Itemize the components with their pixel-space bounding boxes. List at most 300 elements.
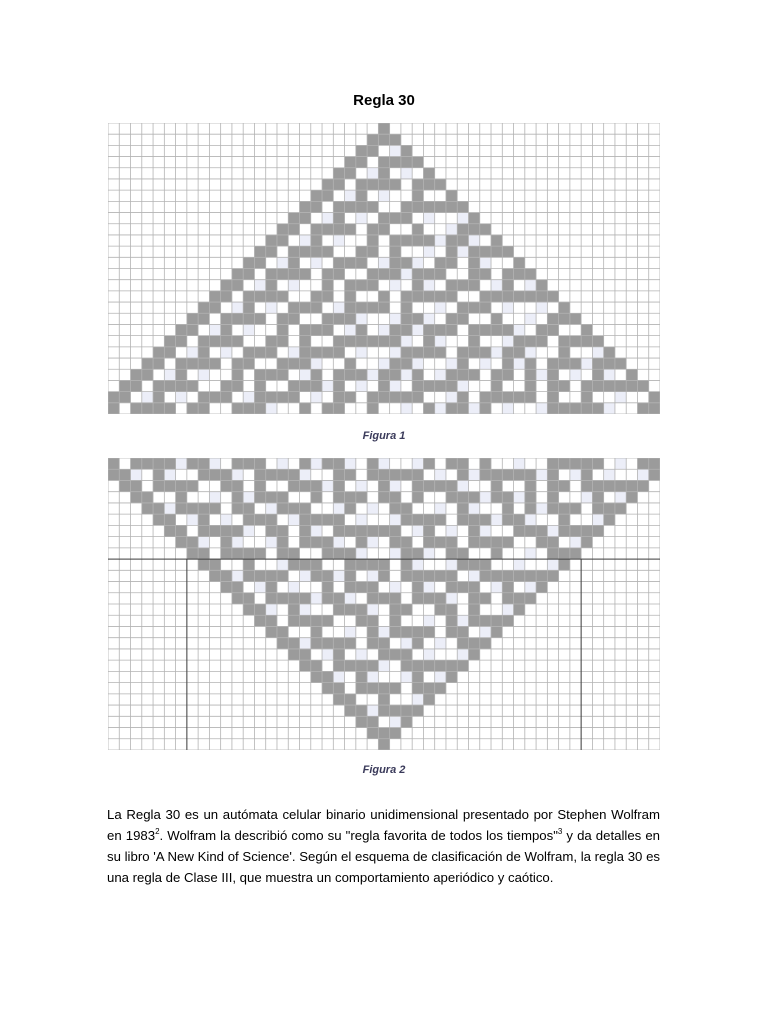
figure-2-cell: [221, 514, 232, 525]
figure-1-cell: [547, 380, 558, 391]
figure-1-cell: [378, 134, 389, 145]
figure-2-cell: [446, 492, 457, 503]
figure-1-cell: [232, 369, 243, 380]
figure-1-cell: [356, 190, 367, 201]
figure-2-cell: [311, 705, 322, 716]
figure-1-cell: [187, 291, 198, 302]
figure-1-cell: [266, 190, 277, 201]
figure-2-cell: [367, 548, 378, 559]
figure-1-cell: [491, 224, 502, 235]
figure-1-cell: [604, 313, 615, 324]
figure-2-cell: [311, 537, 322, 548]
figure-1-cell: [412, 213, 423, 224]
figure-2-cell: [412, 615, 423, 626]
figure-2-cell: [131, 548, 142, 559]
figure-2-cell: [468, 537, 479, 548]
figure-2-cell: [164, 582, 175, 593]
figure-2-cell: [401, 582, 412, 593]
figure-1-cell: [198, 145, 209, 156]
figure-1-cell: [142, 168, 153, 179]
figure-2-cell: [221, 458, 232, 469]
figure-1-cell: [559, 313, 570, 324]
figure-2-cell: [604, 683, 615, 694]
figure-1-cell: [266, 369, 277, 380]
figure-1-cell: [311, 224, 322, 235]
figure-1-cell: [209, 336, 220, 347]
figure-2-cell: [581, 615, 592, 626]
figure-1-cell: [480, 224, 491, 235]
figure-2-cell: [547, 694, 558, 705]
figure-1-cell: [626, 224, 637, 235]
figure-2-cell: [604, 705, 615, 716]
figure-2-cell: [435, 537, 446, 548]
figure-2-cell: [254, 458, 265, 469]
figure-2-cell: [378, 582, 389, 593]
figure-1-cell: [187, 358, 198, 369]
figure-1-cell: [322, 336, 333, 347]
figure-2-cell: [637, 503, 648, 514]
figure-1-cell: [547, 347, 558, 358]
figure-1-cell: [525, 336, 536, 347]
figure-1-cell: [176, 257, 187, 268]
figure-1-cell: [198, 358, 209, 369]
figure-2-cell: [108, 514, 119, 525]
figure-1-cell: [626, 302, 637, 313]
figure-1-cell: [232, 392, 243, 403]
figure-2-cell: [198, 514, 209, 525]
figure-2-cell: [435, 604, 446, 615]
figure-1-cell: [311, 269, 322, 280]
figure-1-cell: [401, 280, 412, 291]
figure-1-cell: [322, 269, 333, 280]
figure-2-cell: [367, 671, 378, 682]
figure-1-cell: [457, 324, 468, 335]
figure-2-cell: [649, 671, 660, 682]
figure-2-cell: [333, 458, 344, 469]
figure-1-cell: [615, 213, 626, 224]
figure-2-cell: [209, 638, 220, 649]
figure-1-cell: [525, 392, 536, 403]
figure-2-cell: [649, 593, 660, 604]
figure-1-cell: [164, 134, 175, 145]
figure-2-cell: [311, 716, 322, 727]
figure-2-cell: [468, 570, 479, 581]
figure-1-cell: [559, 179, 570, 190]
figure-2-cell: [288, 503, 299, 514]
figure-2-cell: [187, 469, 198, 480]
figure-2-cell: [288, 671, 299, 682]
figure-1-cell: [131, 190, 142, 201]
figure-1-cell: [311, 168, 322, 179]
figure-2-cell: [536, 626, 547, 637]
figure-2-cell: [592, 593, 603, 604]
figure-1-cell: [378, 280, 389, 291]
figure-2-cell: [198, 469, 209, 480]
figure-1-cell: [412, 369, 423, 380]
figure-1-cell: [221, 123, 232, 134]
figure-1-cell: [254, 369, 265, 380]
figure-2-cell: [446, 503, 457, 514]
figure-2-cell: [243, 615, 254, 626]
figure-2-cell: [390, 671, 401, 682]
figure-2-cell: [559, 514, 570, 525]
figure-1-cell: [142, 235, 153, 246]
figure-2-cell: [198, 694, 209, 705]
figure-1-cell: [266, 157, 277, 168]
figure-1-cell: [446, 157, 457, 168]
figure-1-cell: [435, 347, 446, 358]
figure-1-cell: [254, 145, 265, 156]
figure-2-cell: [514, 593, 525, 604]
figure-1-cell: [300, 313, 311, 324]
figure-2-cell: [570, 503, 581, 514]
figure-1-cell: [559, 235, 570, 246]
figure-1-cell: [198, 224, 209, 235]
figure-1-cell: [119, 257, 130, 268]
figure-1-cell: [277, 257, 288, 268]
figure-1-cell: [581, 313, 592, 324]
figure-2-cell: [604, 548, 615, 559]
figure-2-cell: [108, 728, 119, 739]
figure-2-cell: [423, 728, 434, 739]
figure-1-cell: [209, 134, 220, 145]
figure-2-cell: [412, 492, 423, 503]
figure-2-cell: [480, 660, 491, 671]
figure-1-cell: [423, 269, 434, 280]
figure-2-cell: [559, 458, 570, 469]
figure-2-cell: [108, 548, 119, 559]
footnote-ref-3[interactable]: 3: [557, 827, 563, 837]
figure-1-cell: [187, 257, 198, 268]
figure-2-cell: [570, 615, 581, 626]
figure-2-cell: [378, 671, 389, 682]
figure-2-cell: [423, 514, 434, 525]
figure-2-cell: [604, 660, 615, 671]
figure-1-cell: [142, 246, 153, 257]
figure-2-cell: [311, 458, 322, 469]
figure-1-cell: [570, 336, 581, 347]
figure-1-cell: [536, 347, 547, 358]
figure-2-cell: [412, 503, 423, 514]
figure-2-cell: [615, 615, 626, 626]
figure-1-cell: [412, 179, 423, 190]
figure-1-cell: [468, 403, 479, 414]
figure-1-cell: [300, 224, 311, 235]
figure-2-cell: [176, 570, 187, 581]
figure-2-cell: [176, 480, 187, 491]
figure-2-cell: [209, 503, 220, 514]
figure-1-cell: [311, 246, 322, 257]
figure-2-cell: [446, 649, 457, 660]
figure-1-cell: [604, 123, 615, 134]
figure-1-cell: [604, 157, 615, 168]
figure-1-cell: [570, 190, 581, 201]
figure-1-cell: [390, 134, 401, 145]
figure-2-cell: [401, 683, 412, 694]
figure-2-cell: [514, 716, 525, 727]
figure-2-cell: [581, 514, 592, 525]
figure-2-cell: [446, 593, 457, 604]
figure-1-cell: [209, 201, 220, 212]
figure-2-cell: [491, 604, 502, 615]
figure-1-cell: [592, 280, 603, 291]
figure-1-cell: [322, 380, 333, 391]
figure-1-cell: [378, 403, 389, 414]
figure-1-cell: [254, 392, 265, 403]
figure-1-cell: [649, 403, 660, 414]
figure-1-cell: [457, 380, 468, 391]
figure-1-cell: [254, 224, 265, 235]
figure-2-cell: [412, 728, 423, 739]
figure-2-cell: [547, 525, 558, 536]
figure-2-cell: [525, 480, 536, 491]
figure-2-cell: [153, 694, 164, 705]
figure-2-cell: [604, 671, 615, 682]
figure-2-cell: [581, 626, 592, 637]
figure-1-cell: [142, 280, 153, 291]
figure-2-cell: [277, 559, 288, 570]
figure-1-cell: [176, 145, 187, 156]
figure-2-cell: [277, 705, 288, 716]
figure-2-cell: [345, 604, 356, 615]
figure-1-cell: [209, 179, 220, 190]
figure-1-cell: [468, 280, 479, 291]
figure-1-cell: [277, 168, 288, 179]
figure-2-cell: [626, 694, 637, 705]
figure-1-cell: [570, 392, 581, 403]
figure-1-cell: [300, 324, 311, 335]
figure-2-cell: [322, 638, 333, 649]
figure-2-cell: [254, 582, 265, 593]
figure-2-cell: [243, 525, 254, 536]
figure-2-cell: [604, 525, 615, 536]
figure-2-cell: [435, 480, 446, 491]
figure-1-cell: [311, 257, 322, 268]
figure-2-cell: [232, 458, 243, 469]
figure-1-cell: [232, 224, 243, 235]
figure-1-cell: [468, 313, 479, 324]
figure-2-cell: [468, 604, 479, 615]
figure-2-cell: [221, 728, 232, 739]
figure-1-cell: [446, 380, 457, 391]
figure-2-cell: [142, 480, 153, 491]
figure-2-cell: [198, 559, 209, 570]
figure-2-cell: [209, 514, 220, 525]
figure-2-cell: [108, 458, 119, 469]
figure-2-cell: [254, 548, 265, 559]
figure-1-cell: [378, 235, 389, 246]
figure-1-cell: [581, 358, 592, 369]
figure-1-cell: [536, 280, 547, 291]
figure-2-cell: [412, 649, 423, 660]
figure-1-cell: [254, 179, 265, 190]
figure-2-cell: [356, 458, 367, 469]
figure-2-cell: [300, 694, 311, 705]
figure-1-cell: [502, 280, 513, 291]
figure-1-cell: [592, 213, 603, 224]
figure-2-cell: [480, 469, 491, 480]
figure-2-cell: [142, 458, 153, 469]
figure-1-cell: [457, 190, 468, 201]
figure-2-cell: [649, 660, 660, 671]
figure-1-cell: [502, 302, 513, 313]
figure-1-cell: [604, 257, 615, 268]
figure-2-cell: [243, 716, 254, 727]
figure-1-cell: [570, 347, 581, 358]
figure-1-cell: [266, 380, 277, 391]
figure-2-cell: [277, 514, 288, 525]
figure-2-cell: [390, 469, 401, 480]
figure-2-cell: [108, 615, 119, 626]
figure-2-cell: [502, 694, 513, 705]
figure-2-cell: [142, 739, 153, 750]
figure-2-cell: [187, 570, 198, 581]
figure-2-cell: [266, 671, 277, 682]
figure-2-cell: [457, 514, 468, 525]
figure-1-cell: [514, 291, 525, 302]
figure-1-cell: [649, 157, 660, 168]
figure-2-cell: [536, 615, 547, 626]
figure-1-cell: [536, 392, 547, 403]
figure-2-cell: [142, 694, 153, 705]
figure-2-cell: [254, 716, 265, 727]
figure-2-cell: [491, 548, 502, 559]
figure-1-cell: [401, 235, 412, 246]
figure-2-cell: [198, 716, 209, 727]
figure-1-cell: [547, 324, 558, 335]
figure-2-cell: [254, 593, 265, 604]
figure-2-cell: [300, 570, 311, 581]
figure-1-cell: [277, 179, 288, 190]
figure-2-cell: [457, 492, 468, 503]
figure-2-cell: [446, 458, 457, 469]
figure-2-cell: [502, 525, 513, 536]
footnote-ref-2[interactable]: 2: [155, 827, 160, 837]
figure-2-cell: [119, 582, 130, 593]
figure-2-cell: [266, 638, 277, 649]
figure-1-cell: [615, 280, 626, 291]
figure-1-cell: [254, 157, 265, 168]
figure-2-cell: [198, 582, 209, 593]
figure-1-cell: [468, 235, 479, 246]
figure-2-cell: [209, 559, 220, 570]
figure-1-cell: [491, 123, 502, 134]
figure-1-cell: [423, 358, 434, 369]
figure-2-cell: [164, 503, 175, 514]
figure-2-cell: [221, 559, 232, 570]
figure-1-cell: [559, 280, 570, 291]
figure-1-cell: [592, 168, 603, 179]
figure-2-cell: [480, 626, 491, 637]
figure-2-cell: [131, 671, 142, 682]
figure-1-cell: [266, 324, 277, 335]
figure-2-cell: [356, 671, 367, 682]
figure-2-cell: [446, 626, 457, 637]
figure-2-cell: [435, 638, 446, 649]
figure-2-cell: [514, 559, 525, 570]
figure-1-cell: [637, 358, 648, 369]
figure-2-cell: [198, 626, 209, 637]
figure-1-cell: [356, 269, 367, 280]
figure-2-cell: [446, 739, 457, 750]
figure-2-cell: [153, 649, 164, 660]
figure-1-cell: [356, 224, 367, 235]
figure-1-cell: [243, 134, 254, 145]
figure-1-cell: [142, 123, 153, 134]
figure-1-cell: [288, 134, 299, 145]
figure-2-cell: [626, 537, 637, 548]
figure-1-cell: [266, 201, 277, 212]
figure-1-cell: [390, 257, 401, 268]
figure-1-cell: [412, 358, 423, 369]
figure-1-cell: [153, 213, 164, 224]
figure-2-cell: [164, 480, 175, 491]
figure-1-cell: [468, 134, 479, 145]
figure-1-cell: [525, 246, 536, 257]
figure-1-cell: [604, 190, 615, 201]
figure-2-cell: [356, 649, 367, 660]
figure-1-cell: [412, 123, 423, 134]
figure-1-cell: [626, 190, 637, 201]
figure-1-cell: [525, 369, 536, 380]
figure-2-cell: [604, 514, 615, 525]
figure-1-cell: [254, 324, 265, 335]
figure-2-cell: [457, 570, 468, 581]
figure-1-cell: [322, 179, 333, 190]
figure-1-cell: [525, 313, 536, 324]
figure-2-cell: [209, 660, 220, 671]
figure-1-cell: [176, 392, 187, 403]
figure-2-cell: [570, 492, 581, 503]
figure-2-cell: [637, 671, 648, 682]
figure-2-cell: [491, 458, 502, 469]
figure-1-cell: [615, 179, 626, 190]
figure-2-cell: [468, 739, 479, 750]
figure-1-cell: [401, 313, 412, 324]
figure-2-cell: [232, 716, 243, 727]
figure-2-cell: [254, 705, 265, 716]
figure-2-cell: [390, 626, 401, 637]
figure-1-cell: [277, 123, 288, 134]
figure-1-cell: [243, 369, 254, 380]
figure-2-cell: [536, 604, 547, 615]
figure-1-cell: [502, 157, 513, 168]
figure-2-cell: [221, 716, 232, 727]
figure-1-cell: [649, 380, 660, 391]
figure-2-cell: [649, 604, 660, 615]
figure-1-cell: [502, 324, 513, 335]
figure-1-cell: [378, 157, 389, 168]
figure-1-cell: [581, 145, 592, 156]
figure-1-cell: [514, 347, 525, 358]
figure-2-cell: [502, 728, 513, 739]
figure-2-cell: [615, 514, 626, 525]
figure-1-cell: [119, 224, 130, 235]
figure-1-cell: [457, 313, 468, 324]
figure-2-cell: [547, 469, 558, 480]
figure-1-cell: [243, 358, 254, 369]
figure-1-cell: [378, 190, 389, 201]
figure-1-cell: [108, 380, 119, 391]
figure-2-cell: [491, 728, 502, 739]
figure-1-cell: [254, 134, 265, 145]
figure-2-cell: [435, 458, 446, 469]
figure-2-cell: [457, 604, 468, 615]
figure-1-cell: [367, 269, 378, 280]
figure-2-cell: [164, 716, 175, 727]
figure-1-cell: [345, 134, 356, 145]
figure-1-cell: [176, 201, 187, 212]
